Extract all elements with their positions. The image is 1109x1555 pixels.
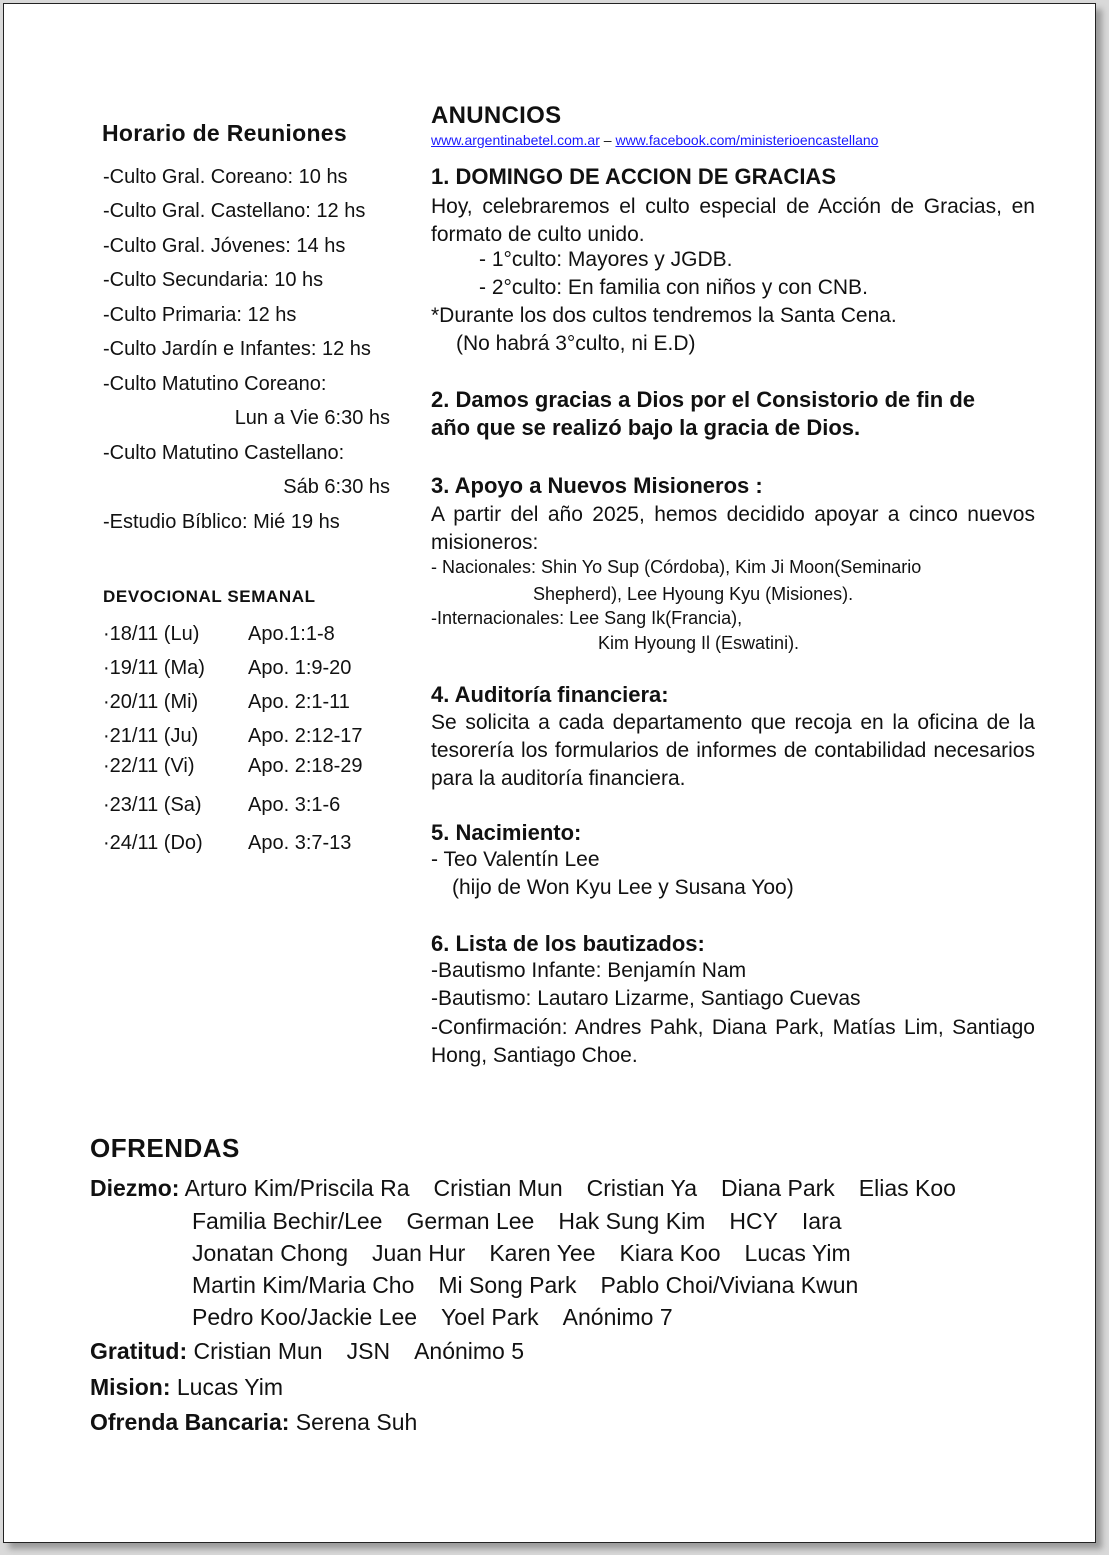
devotional-day: ·23/11 (Sa) — [103, 794, 202, 816]
donor-name: Karen Yee — [489, 1240, 596, 1266]
devotional-ref: Apo. 2:1-11 — [248, 691, 350, 713]
schedule-item: -Culto Secundaria: 10 hs — [103, 269, 324, 291]
announcement-3-line: - Nacionales: Shin Yo Sup (Córdoba), Kim Ji Moon(Seminario — [431, 557, 922, 577]
announcement-5-heading: 5. Nacimiento: — [431, 820, 582, 845]
schedule-item: -Culto Matutino Castellano: — [103, 442, 345, 464]
donor-name: Elias Koo — [858, 1175, 956, 1201]
schedule-title: Horario de Reuniones — [102, 120, 347, 146]
announcement-3-heading: 3. Apoyo a Nuevos Misioneros : — [431, 473, 763, 498]
donor-name: Anónimo 5 — [414, 1338, 525, 1364]
bulletin-page — [3, 3, 1096, 1543]
donor-name: Diana Park — [721, 1175, 835, 1201]
diezmo-row — [192, 1272, 882, 1299]
schedule-item-time: Lun a Vie 6:30 hs — [234, 407, 390, 429]
mision-row — [90, 1374, 307, 1401]
donor-name: Hak Sung Kim — [558, 1208, 706, 1234]
announcement-1-line: - 2°culto: En familia con niños y con CNB. — [479, 276, 868, 299]
devotional-title: DEVOCIONAL SEMANAL — [103, 587, 316, 606]
donor-name: Martin Kim/Maria Cho — [192, 1272, 415, 1298]
donor-name: JSN — [346, 1338, 391, 1364]
gratitud-row — [90, 1338, 548, 1365]
devotional-ref: Apo. 2:18-29 — [248, 755, 363, 777]
website-link[interactable]: www.argentinabetel.com.ar — [431, 132, 600, 148]
donor-name: German Lee — [406, 1208, 535, 1234]
offerings-title: OFRENDAS — [90, 1133, 240, 1163]
announcement-5-line: - Teo Valentín Lee — [431, 848, 600, 871]
announcement-6-line: -Bautismo Infante: Benjamín Nam — [431, 959, 747, 982]
announcements-title: ANUNCIOS — [431, 102, 562, 129]
devotional-ref: Apo. 3:1-6 — [248, 794, 341, 816]
devotional-ref: Apo. 3:7-13 — [248, 832, 352, 854]
schedule-item: -Estudio Bíblico: Mié 19 hs — [103, 511, 340, 533]
announcement-1-line: - 1°culto: Mayores y JGDB. — [479, 248, 733, 271]
gratitud-label: Gratitud: — [90, 1338, 188, 1364]
link-separator: – — [603, 132, 612, 148]
donor-name: Kiara Koo — [619, 1240, 721, 1266]
donor-name: Pablo Choi/Viviana Kwun — [600, 1272, 859, 1298]
donor-name: Lucas Yim — [176, 1374, 283, 1400]
diezmo-row — [192, 1240, 875, 1267]
donor-name: Mi Song Park — [438, 1272, 577, 1298]
devotional-ref: Apo.1:1-8 — [248, 623, 335, 645]
diezmo-row — [192, 1208, 866, 1235]
devotional-day: ·22/11 (Vi) — [103, 755, 195, 777]
schedule-item: -Culto Gral. Coreano: 10 hs — [103, 166, 348, 188]
donor-name: Cristian Ya — [586, 1175, 697, 1201]
devotional-day: ·24/11 (Do) — [103, 832, 203, 854]
schedule-item: -Culto Gral. Jóvenes: 14 hs — [103, 235, 346, 257]
schedule-item: -Culto Primaria: 12 hs — [103, 304, 297, 326]
announcement-3-line: -Internacionales: Lee Sang Ik(Francia), — [431, 608, 743, 628]
announcement-1-line: (No habrá 3°culto, ni E.D) — [456, 332, 696, 355]
donor-name: Juan Hur — [372, 1240, 466, 1266]
schedule-item: -Culto Matutino Coreano: — [103, 373, 327, 395]
diezmo-row — [192, 1304, 697, 1331]
links-line — [431, 132, 878, 148]
announcement-1-line: *Durante los dos cultos tendremos la Santa Cena. — [431, 304, 897, 327]
mision-label: Mision: — [90, 1374, 171, 1400]
donor-name: Serena Suh — [295, 1409, 418, 1435]
donor-name: Lucas Yim — [744, 1240, 851, 1266]
diezmo-row — [90, 1175, 980, 1202]
donor-name: Arturo Kim/Priscila Ra — [184, 1175, 410, 1201]
announcement-3-text: A partir del año 2025, hemos decidido apoyar a cinco nuevos misioneros: — [431, 503, 1035, 554]
schedule-item: -Culto Gral. Castellano: 12 hs — [103, 200, 366, 222]
devotional-day: ·21/11 (Ju) — [103, 725, 199, 747]
announcement-4-text: Se solicita a cada departamento que recoja en la oficina de la tesorería los formularios de informes de contabilidad necesarios para la auditoría financiera. — [431, 711, 1035, 790]
donor-name: HCY — [729, 1208, 778, 1234]
announcement-1-text: Hoy, celebraremos el culto especial de Acción de Gracias, en formato de culto unido. — [431, 195, 1035, 246]
announcement-6-heading: 6. Lista de los bautizados: — [431, 931, 705, 956]
diezmo-label: Diezmo: — [90, 1175, 180, 1201]
donor-name: Pedro Koo/Jackie Lee — [192, 1304, 418, 1330]
facebook-link[interactable]: www.facebook.com/ministerioencastellano — [615, 132, 879, 148]
devotional-day: ·19/11 (Ma) — [103, 657, 205, 679]
devotional-day: ·20/11 (Mi) — [103, 691, 199, 713]
announcement-3-line: Kim Hyoung Il (Eswatini). — [598, 633, 800, 653]
donor-name: Iara — [801, 1208, 842, 1234]
donor-name: Jonatan Chong — [192, 1240, 349, 1266]
bancaria-row — [90, 1409, 441, 1436]
announcement-6-text: -Confirmación: Andres Pahk, Diana Park, Matías Lim, Santiago Hong, Santiago Choe. — [431, 1016, 1035, 1067]
announcement-4-heading: 4. Auditoría financiera: — [431, 682, 669, 707]
schedule-item: -Culto Jardín e Infantes: 12 hs — [103, 338, 371, 360]
announcement-6-line: -Bautismo: Lautaro Lizarme, Santiago Cuevas — [431, 987, 861, 1010]
schedule-item-time: Sáb 6:30 hs — [283, 476, 390, 498]
announcement-2-heading: 2. Damos gracias a Dios por el Consistorio de fin de — [431, 387, 976, 412]
devotional-ref: Apo. 2:12-17 — [248, 725, 363, 747]
donor-name: Anónimo 7 — [562, 1304, 673, 1330]
announcement-3-line: Shepherd), Lee Hyoung Kyu (Misiones). — [533, 584, 854, 604]
donor-name: Cristian Mun — [433, 1175, 563, 1201]
donor-name: Familia Bechir/Lee — [192, 1208, 383, 1234]
announcement-5-line: (hijo de Won Kyu Lee y Susana Yoo) — [452, 876, 794, 899]
devotional-day: ·18/11 (Lu) — [103, 623, 200, 645]
devotional-ref: Apo. 1:9-20 — [248, 657, 352, 679]
donor-name: Cristian Mun — [193, 1338, 323, 1364]
announcement-2-heading: año que se realizó bajo la gracia de Dios. — [431, 415, 861, 440]
bancaria-label: Ofrenda Bancaria: — [90, 1409, 290, 1435]
announcement-1-heading: 1. DOMINGO DE ACCION DE GRACIAS — [431, 164, 836, 189]
donor-name: Yoel Park — [441, 1304, 539, 1330]
